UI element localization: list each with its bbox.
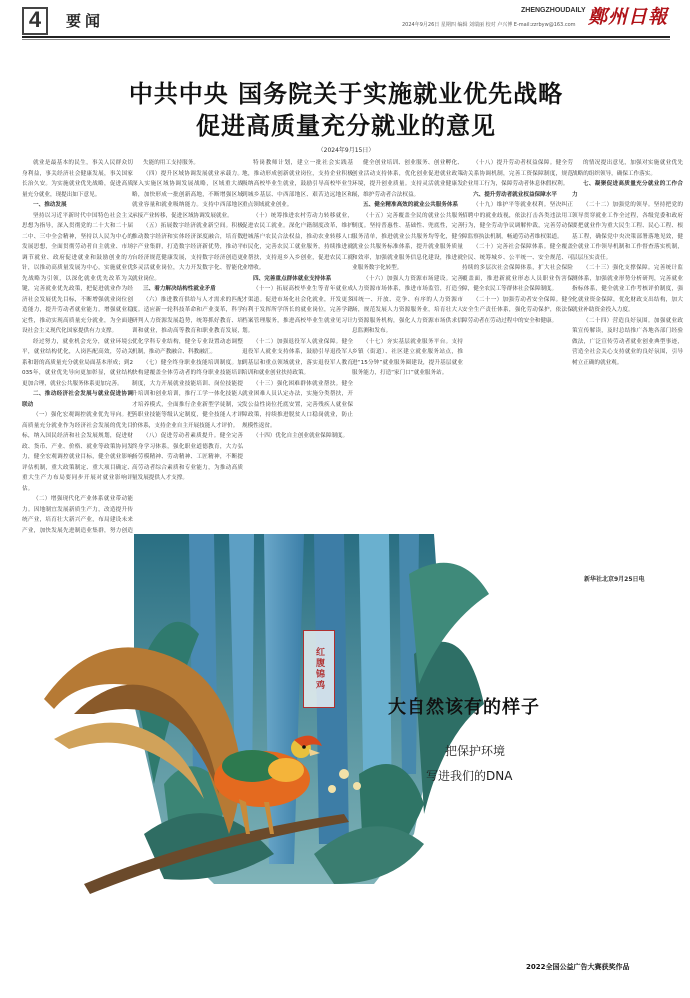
paragraph: （七）健全终身职业技能培训制度。加快构建覆盖全体劳动者的终身职业技能培训制度，大力开展就业技能培训、岗位技能提升培训和创业培训，推行工学一体化技能人才培养模式，全面推行企业新型学徒制，完善职业技能等级认定制度，健全技能人才评价体系，支持企业自主开展技能人才评价。 (132, 359, 243, 429)
paragraph: 的情况提出意见，加强对实施就业优先战略的组织领导，确保工作落实。 (572, 160, 683, 177)
article-column (132, 158, 243, 528)
paragraph: 健全创业培训、创业服务、创业孵化、创业活动支持体系，优化创业促进就业政策环境，提升创业质量。支持灵活就业健康发展，维护劳动者合法权益。 (352, 160, 463, 198)
page-number: 4 (22, 7, 48, 35)
article-column (242, 158, 353, 528)
paragraph: （十二）加强退役军人就业保障。健全退役军人就业支持体系，鼓励引导退役军人到基层和重点领域就业，落实退役军人教育培训和就业创业扶持政策。 (242, 338, 353, 376)
paragraph: （十一）拓展高校毕业生等青年就业成才渠道。促进市场化社会化就业，开发更多有利于发挥所学所长的就业岗位，完善学籍档案管理服务，推进高校毕业生就业见习计划。 (242, 286, 353, 334)
article-column (22, 158, 133, 534)
paragraph: 就业是最基本的民生，事关人民群众切身利益，事关经济社会健康发展，事关国家长治久安。为实施就业优先战略，促进高质量充分就业，现提出如下意见。 (22, 160, 133, 198)
section-heading: 一、推动发展 (33, 202, 67, 208)
paragraph: （二十一）加强劳动者安全保障。健全安全生产责任体系，强化劳动保护，依法保障劳动者在劳动过程中的安全和健康。 (462, 296, 573, 324)
paragraph: 失能的用工支持服务。 (143, 160, 199, 166)
ad-footer: 2022全国公益广告大赛获奖作品 (526, 963, 630, 971)
paragraph: （十七）夯实基层就业服务平台。支持乡镇（街道）、社区建立就业服务站点，推进“15分钟”就业服务圈建设，提升基层就业服务能力，打造“家门口”就业服务站。 (352, 338, 463, 376)
section-heading: 四、完善重点群体就业支持体系 (253, 275, 332, 282)
paragraph: 坚持以习近平新时代中国特色社会主义思想为指导，深入贯彻党的二十大和二十届二中、三中全会精神，坚持以人民为中心的发展思想，全面贯彻劳动者自主就业、市场调节就业、政府促进就业和鼓励创业的方针，以推动高质量发展为中心，实施就业优先战略为引领，以深化就业优先改革为关键，完善就业优先政策，把促进就业作为经济社会发展优先目标，不断增强就业岗位创造能力，提升劳动者就业能力，增强就业稳定性，推动实现高质量充分就业，为全面建设社会主义现代化国家提供有力支撑。 (22, 212, 133, 334)
paragraph: （八）促进劳动者素质提升。健全完善终身学习体系，强化职业道德教育，大力弘扬劳模精神、劳动精神、工匠精神，不断提高劳动者综合素质和专业能力，为推动高质量发展提供人才支撑。 (132, 433, 243, 481)
section-heading: 五、健全精准高效的就业公共服务体系 (363, 202, 459, 208)
paragraph: （十八）提升劳动者权益保障。健全劳动关系协调机制，完善工资保障制度，规范企业用工行为，保障劳动者休息休假权利。 (462, 160, 573, 187)
paragraph: （十六）加强人力资源市场建设。完善人力资源市场体系，推进市场监管，打造全国统一、开放、竞争、有序的人力资源市场，规范发展人力资源服务业，培育壮大人力资源服务机构，强化人力资源市场供求信息监测和发布。 (352, 275, 463, 334)
paragraph: （二十）完善社会保障体系。健全覆盖全民、统筹城乡、公平统一、安全规范、可持续的多层次社会保障体系，扩大社会保险覆盖面，推进新就业形态人员职业伤害保障，健全农民工等群体社会保障制度。 (462, 244, 573, 292)
paragraph: （十四）优化自主创业就业保障制度。 (253, 433, 349, 439)
section-heading: 七、凝聚促进高质量充分就业的工作合力 (572, 181, 683, 198)
ad-headline: 大自然该有的样子 (388, 697, 540, 718)
paragraph: （二十四）营造良好氛围。加强就业政策宣传解读，及时总结推广各地各部门经验做法，广泛宣传劳动者就业创业典型事迹，营造全社会关心支持就业的良好氛围，引导树立正确的就业观。 (572, 317, 683, 366)
header-rule (22, 36, 670, 38)
paragraph: （二十二）加强党的领导。坚持把党的领导贯穿就业工作全过程，各级党委和政府要把就业作为重大民生工程、民心工程、根基工程，确保党中央决策部署落地见效，健全就业工作领导机制和工作督查落实机制，层层压实责任。 (572, 202, 683, 261)
paragraph: （四）提升区域协调发展就业承载力。深入实施区域协调发展战略，区域重大战略，加快形成一批创新高地，不断增强区域就业容量和就业吸纳能力。支持中西部地区承接产业转移，促进区域协调发展就业。 (132, 170, 243, 219)
brand-english: ZHENGZHOUDAILY (521, 7, 586, 14)
section-heading: 六、提升劳动者就业权益保障水平 (473, 191, 557, 198)
section-heading: 二、推动经济社会发展与就业促进协调联动 (22, 391, 133, 408)
paragraph: 经过努力，就业机会充分，就业环境公平，就业结构优化，人岗匹配高效，劳动关系和谐的高质量充分就业局面基本形成；到2035年，就业优先导向更加彰显，就业结构更加合理，就业公共服务体系更加完善。 (22, 338, 133, 387)
paragraph: （十三）强化困难群体就业帮扶。健全就业困难人员认定办法，实施分类帮扶，开发公益性岗位托底安置，完善残疾人就业保障政策，持续推进脱贫人口稳岗就业，防止规模性返贫。 (242, 380, 353, 429)
section-name: 要闻 (66, 12, 105, 30)
ad-slogan-line1: 把保护环境 (445, 744, 506, 758)
ad-slogan-line2: 写进我们的DNA (426, 769, 513, 783)
brand-logo: 鄭州日報 (588, 6, 669, 28)
paragraph: （十）统筹推进农村劳动力转移就业，促进农民工就业。深化户籍制度改革，维护进城落户农民合法权益，推动农业转移人口市民化，完善农民工就业服务，持续推进就业帮扶，支持返乡入乡创业，促进农民工就业增收。 (242, 212, 353, 271)
header-rule-thin (22, 39, 670, 40)
paragraph: 特岗教师计划，建立一批社会实践基地，推动形成创新就业岗位，支持企业积极吸纳高校毕业生就业，鼓励引导高校毕业生到城乡基层、中西部地区、艰苦边远地区和重点领域就业创业。 (242, 160, 353, 208)
article-column (572, 158, 683, 575)
paragraph: （十九）维护平等就业权利。坚决纠正招聘中的就业歧视，依法打击各类违法用工行为，健全劳动争议调解仲裁，完善劳动保障监察执法机制，畅通劳动者维权渠道。 (462, 202, 573, 240)
article-column (352, 158, 463, 528)
ad-illustration (14, 534, 569, 986)
article-column (462, 158, 573, 528)
article-title-line1: 中共中央 国务院关于实施就业优先战略 (128, 80, 564, 108)
paragraph: （六）推进教育供给与人才需求的匹配度。适应新一轮科技革命和产业变革，科学研判人力资源发展趋势，统筹抓好教育、培训和就业，推动高等教育和职业教育发展，优化学科专业结构，健全专业设置动态调整机制，推动产教融合、科教融汇。 (132, 296, 243, 355)
news-agency-sign: 新华社北京9月25日电 (584, 576, 645, 583)
paragraph: （二十三）强化支撑保障。完善统计监测体系，加强就业形势分析研判，完善就业指标体系，健全就业工作考核评价制度，强化就业资金保障，优化财政支出结构，加大就业补助资金投入力度。 (572, 265, 683, 313)
paragraph: （五）拓展数字经济就业新空间。积极推动数字经济和实体经济深度融合，培育数字产业集群，打造数字经济新优势，推动平台经济规范健康发展，支持数字经济创造更多灵活就业岗位，大力开发数字化、智能化就业岗位。 (132, 223, 243, 282)
paragraph: （一）强化宏观调控就业优先导向。把高质量充分就业作为经济社会发展的优先目标，纳入国民经济和社会发展规划，促进财政、货币、产业、价格、就业等政策协同发力，健全宏观调控就业目标，健全就业影响评估机制，重大政策制定、重大项目确定、重大生产力布局要同步开展对就业影响评估。 (22, 412, 133, 492)
ad-species-seal: 红腹锦鸡 (303, 630, 335, 708)
section-heading: 三、着力解决结构性就业矛盾 (143, 286, 216, 292)
article-dateline: （2024年9月15日） (317, 147, 375, 154)
public-service-ad (14, 534, 569, 986)
edition-meta: 2024年9月26日 星期四 编辑 刘瑞丽 校对 卢兴博 E-mail:zzrbyw@163.com (402, 22, 576, 28)
paragraph: （十五）完善覆盖全民的就业公共服务制度。坚持普惠性、基础性、兜底性，完善服务清单，推进就业公共服务均等化，健全就业公共服务标准体系，提升就业服务质量和效率，加强就业服务信息化建设，推进就业服务数字化转型。 (352, 212, 463, 271)
paragraph: （二）增强现代化产业体系就业带动能力。因地制宜发展新质生产力，改造提升传统产业，培育壮大新兴产业，布局建设未来产业，加快发展先进制造业集群，努力创造 (22, 496, 133, 534)
article-title-line2: 促进高质量充分就业的意见 (196, 112, 496, 140)
